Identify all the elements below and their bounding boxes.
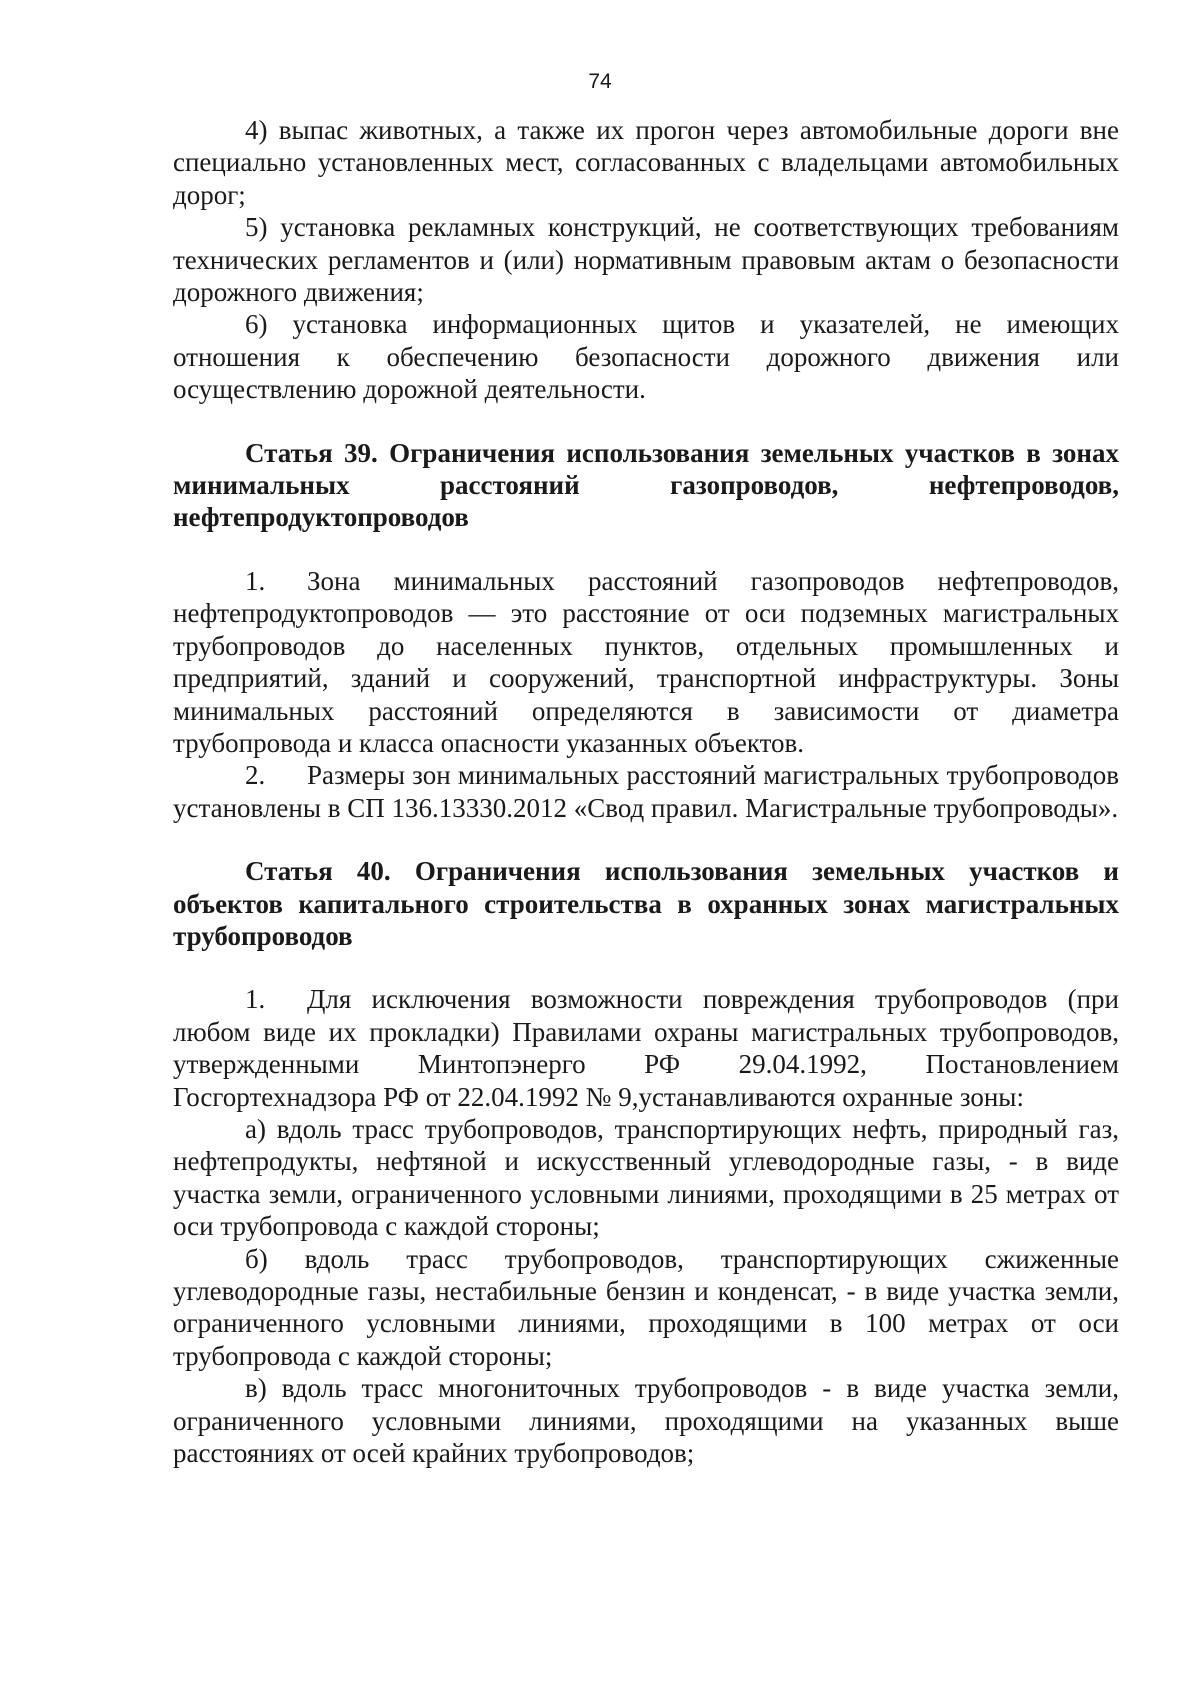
article-39-item-1	[173, 565, 1119, 759]
item-number: 1.	[245, 984, 266, 1015]
article-39-item-2	[173, 759, 1119, 824]
item-text: Размеры зон минимальных расстояний магистральных трубопроводов установлены в СП 136.13330.2012 «Свод правил. Магистральные трубопроводы».	[173, 760, 1119, 823]
article-40-heading: Статья 40. Ограничения использования земельных участков и объектов капитального строительства в охранных зонах магистральных трубопроводов	[173, 856, 1119, 951]
item-number: 2.	[245, 760, 266, 791]
list-item-6: 6) установка информационных щитов и указателей, не имеющих отношения к обеспечению безопасности дорожного движения или осуществлению дорожной деятельности.	[173, 309, 1119, 405]
document-body	[173, 114, 1119, 1469]
article-40-subitem-v: в) вдоль трасс многониточных трубопроводов - в виде участка земли, ограниченного условными линиями, проходящими на указанных выше расстояниях от осей крайних трубопроводов;	[173, 1373, 1119, 1469]
item-number: 1.	[245, 565, 266, 596]
item-text: Зона минимальных расстояний газопроводов нефтепроводов, нефтепродуктопроводов — это расстояние от оси подземных магистральных трубопроводов до населенных пунктов, отдельных промышленных и предприятий, зданий и сооружений, транспортной инфраструктуры. Зоны минимальных расстояний определяются в зависимости от диаметра трубопровода и класса опасности указанных объектов.	[173, 565, 1119, 758]
article-40-subitem-b: б) вдоль трасс трубопроводов, транспортирующих сжиженные углеводородные газы, нестабильные бензин и конденсат, - в виде участка земли, ограниченного условными линиями, проходящими в 100 метрах от оси трубопровода с каждой стороны;	[173, 1243, 1119, 1371]
page-number: 74	[588, 70, 612, 93]
article-40-item-1	[173, 983, 1119, 1113]
article-39-heading: Статья 39. Ограничения использования земельных участков в зонах минимальных расстояний газопроводов, нефтепроводов, нефтепродуктопроводов	[173, 437, 1119, 533]
list-item-4: 4) выпас животных, а также их прогон через автомобильные дороги вне специально установленных мест, согласованных с владельцами автомобильных дорог;	[173, 115, 1119, 210]
article-40-subitem-a: а) вдоль трасс трубопроводов, транспортирующих нефть, природный газ, нефтепродукты, нефтяной и искусственный углеводородные газы, - в виде участка земли, ограниченного условными линиями, проходящими в 25 метрах от оси трубопровода с каждой стороны;	[173, 1113, 1119, 1242]
item-text: Для исключения возможности повреждения трубопроводов (при любом виде их прокладки) Правилами охраны магистральных трубопроводов, утвержденными Минтопэнерго РФ 29.04.1992, Постановлением Госгортехнадзора РФ от 22.04.1992 № 9,устанавливаются охранные зоны:	[173, 984, 1119, 1112]
list-item-5: 5) установка рекламных конструкций, не соответствующих требованиям технических регламентов и (или) нормативным правовым актам о безопасности дорожного движения;	[173, 212, 1119, 308]
